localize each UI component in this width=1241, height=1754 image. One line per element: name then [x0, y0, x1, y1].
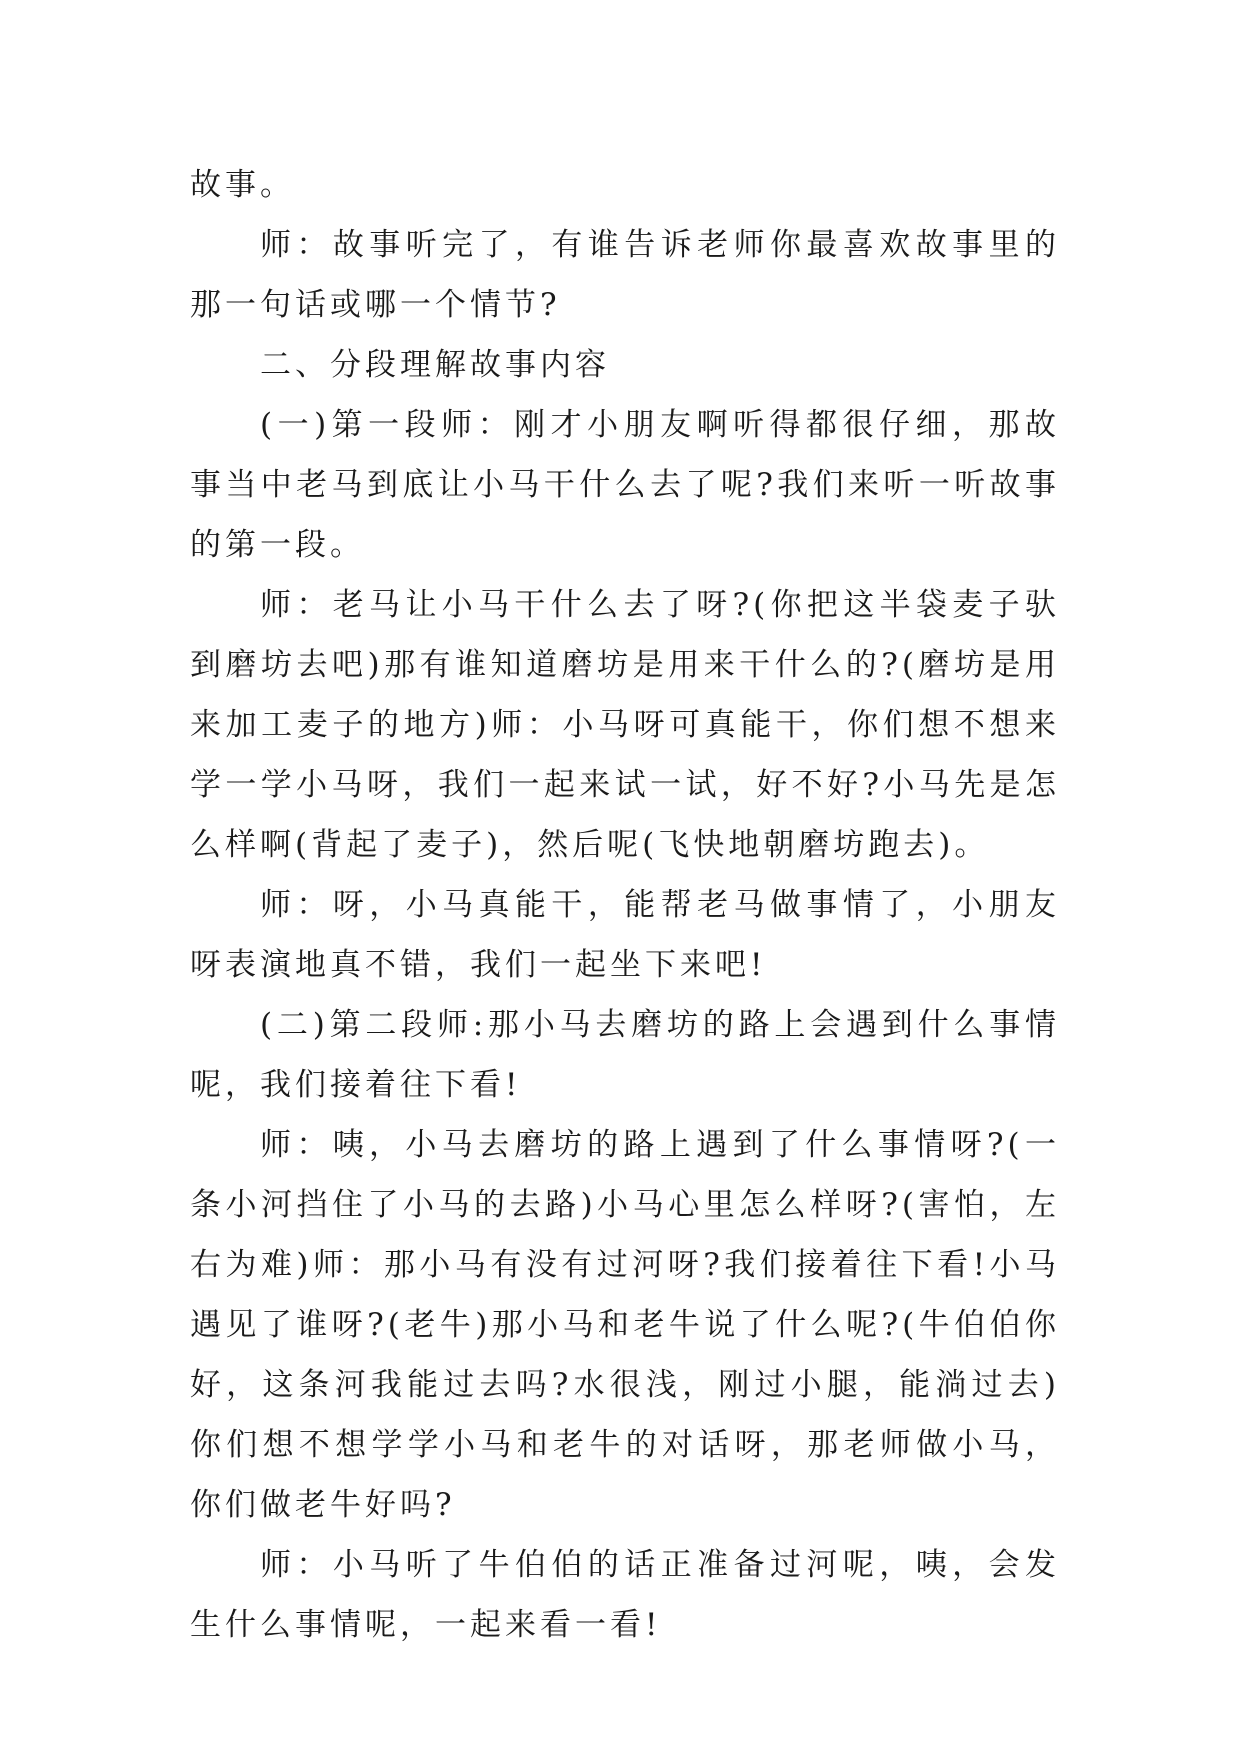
paragraph-segment-two-discussion: 师：咦，小马去磨坊的路上遇到了什么事情呀?(一条小河挡住了小马的去路)小马心里怎么样呀?(害怕，左右为难)师：那小马有没有过河呀?我们接着往下看!小马遇见了谁呀?(老牛)那小马和老牛说了什么呢?(牛伯伯你好，这条河我能过去吗?水很浅，刚过小腿，能淌过去)你们想不想学学小马和老牛的对话呀，那老师做小马，你们做老牛好吗?: [190, 1127, 1060, 1523]
paragraph-segment-one-praise: 师：呀，小马真能干，能帮老马做事情了，小朋友呀表演地真不错，我们一起坐下来吧!: [190, 887, 1060, 983]
paragraph-segment-two: (二)第二段师:那小马去磨坊的路上会遇到什么事情呢，我们接着往下看!: [190, 1007, 1060, 1103]
paragraph-segment-one-discussion: 师：老马让小马干什么去了呀?(你把这半袋麦子驮到磨坊去吧)那有谁知道磨坊是用来干什么的?(磨坊是用来加工麦子的地方)师：小马呀可真能干，你们想不想来学一学小马呀，我们一起来试一试，好不好?小马先是怎么样啊(背起了麦子)，然后呢(飞快地朝磨坊跑去)。: [190, 587, 1060, 863]
document-body: [190, 155, 1060, 1655]
paragraph-teacher-question: 师：故事听完了，有谁告诉老师你最喜欢故事里的那一句话或哪一个情节?: [190, 227, 1060, 323]
section-heading-part-two: 二、分段理解故事内容: [260, 347, 610, 383]
paragraph-crossing-river: 师：小马听了牛伯伯的话正准备过河呢，咦，会发生什么事情呢，一起来看一看!: [190, 1547, 1060, 1643]
paragraph-story-end: 故事。: [190, 167, 295, 203]
paragraph-segment-one: (一)第一段师：刚才小朋友啊听得都很仔细，那故事当中老马到底让小马干什么去了呢?我们来听一听故事的第一段。: [190, 407, 1060, 563]
